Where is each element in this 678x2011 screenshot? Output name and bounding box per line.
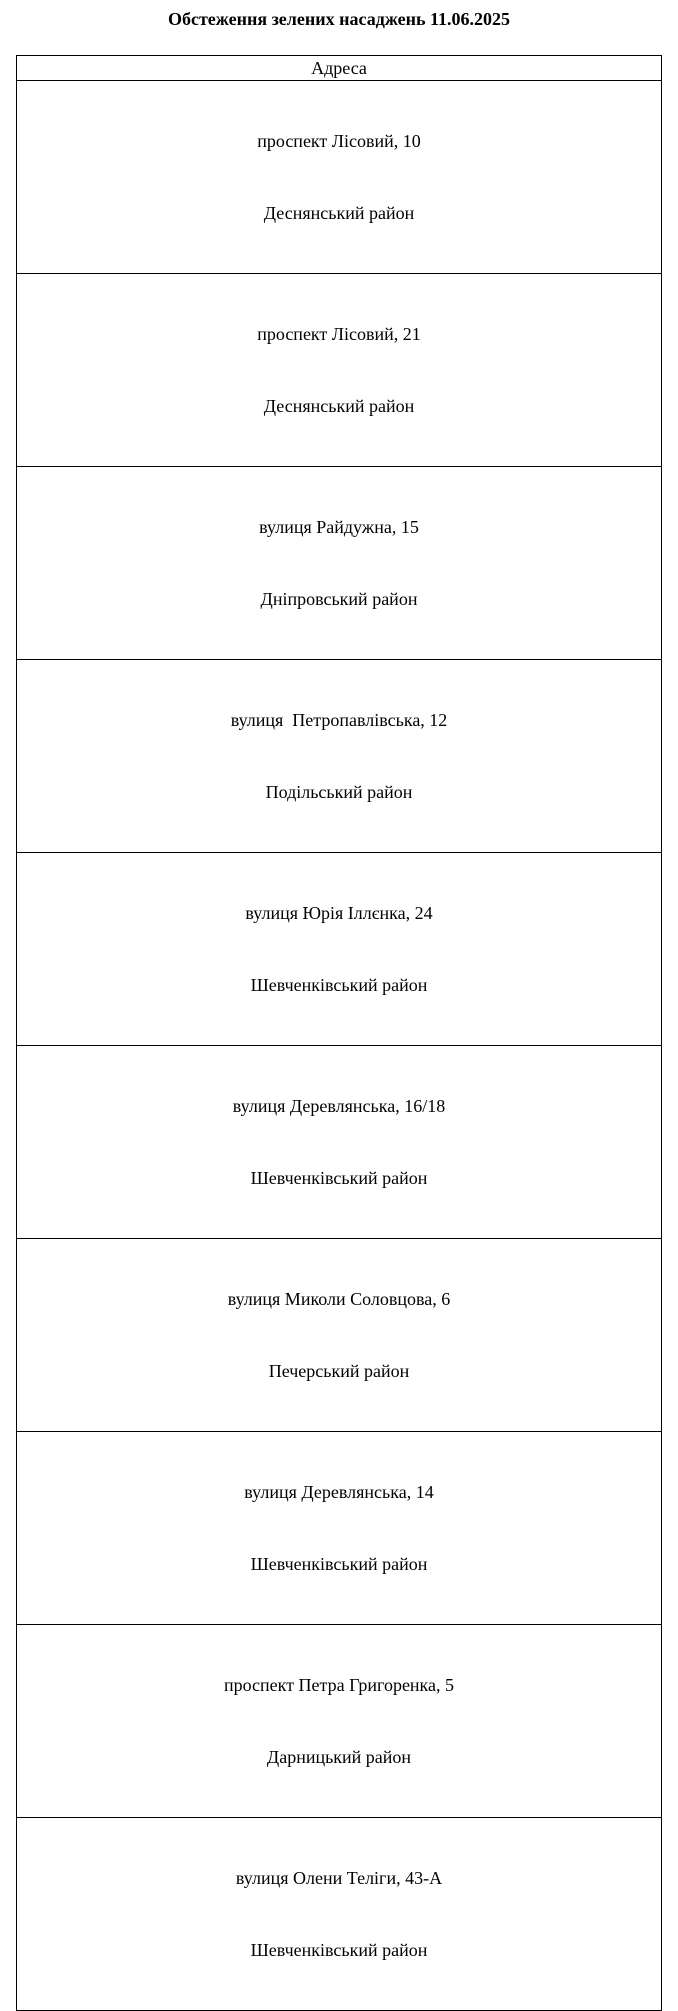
address-cell <box>17 1239 662 1432</box>
address-cell <box>17 1432 662 1625</box>
table-row <box>17 1432 662 1625</box>
table-row <box>17 660 662 853</box>
table-row <box>17 467 662 660</box>
page-title: Обстеження зелених насаджень 11.06.2025 <box>167 9 511 29</box>
table-row <box>17 1818 662 2011</box>
district-text: Дніпровський район <box>260 589 418 609</box>
district-text: Дарницький район <box>266 1747 412 1767</box>
address-cell <box>17 467 662 660</box>
street-text: вулиця Деревлянська, 16/18 <box>232 1096 446 1116</box>
district-text: Деснянський район <box>263 396 415 416</box>
table-header-row <box>17 56 662 81</box>
table-row <box>17 274 662 467</box>
street-text: проспект Лісовий, 21 <box>257 324 421 344</box>
column-header-address: Адреса <box>17 56 662 81</box>
address-cell <box>17 1818 662 2011</box>
street-text: проспект Лісовий, 10 <box>257 131 421 151</box>
street-text: проспект Петра Григоренка, 5 <box>223 1675 455 1695</box>
address-table <box>16 55 662 2011</box>
street-text: вулиця Райдужна, 15 <box>259 517 419 537</box>
address-cell <box>17 853 662 1046</box>
table-row <box>17 1625 662 1818</box>
district-text: Шевченківський район <box>250 975 428 995</box>
district-text: Деснянський район <box>263 203 415 223</box>
district-text: Подільський район <box>265 782 413 802</box>
street-text: вулиця Деревлянська, 14 <box>244 1482 434 1502</box>
address-cell <box>17 1625 662 1818</box>
table-row <box>17 81 662 274</box>
street-text: вулиця Петропавлівська, 12 <box>230 710 448 730</box>
table-row <box>17 853 662 1046</box>
address-cell <box>17 660 662 853</box>
district-text: Шевченківський район <box>250 1168 428 1188</box>
street-text: вулиця Миколи Соловцова, 6 <box>227 1289 451 1309</box>
street-text: вулиця Юрія Іллєнка, 24 <box>245 903 433 923</box>
address-cell <box>17 1046 662 1239</box>
district-text: Печерський район <box>268 1361 410 1381</box>
district-text: Шевченківський район <box>250 1940 428 1960</box>
table-row <box>17 1239 662 1432</box>
table-row <box>17 1046 662 1239</box>
address-cell <box>17 274 662 467</box>
district-text: Шевченківський район <box>250 1554 428 1574</box>
address-cell <box>17 81 662 274</box>
street-text: вулиця Олени Теліги, 43-А <box>235 1868 443 1888</box>
